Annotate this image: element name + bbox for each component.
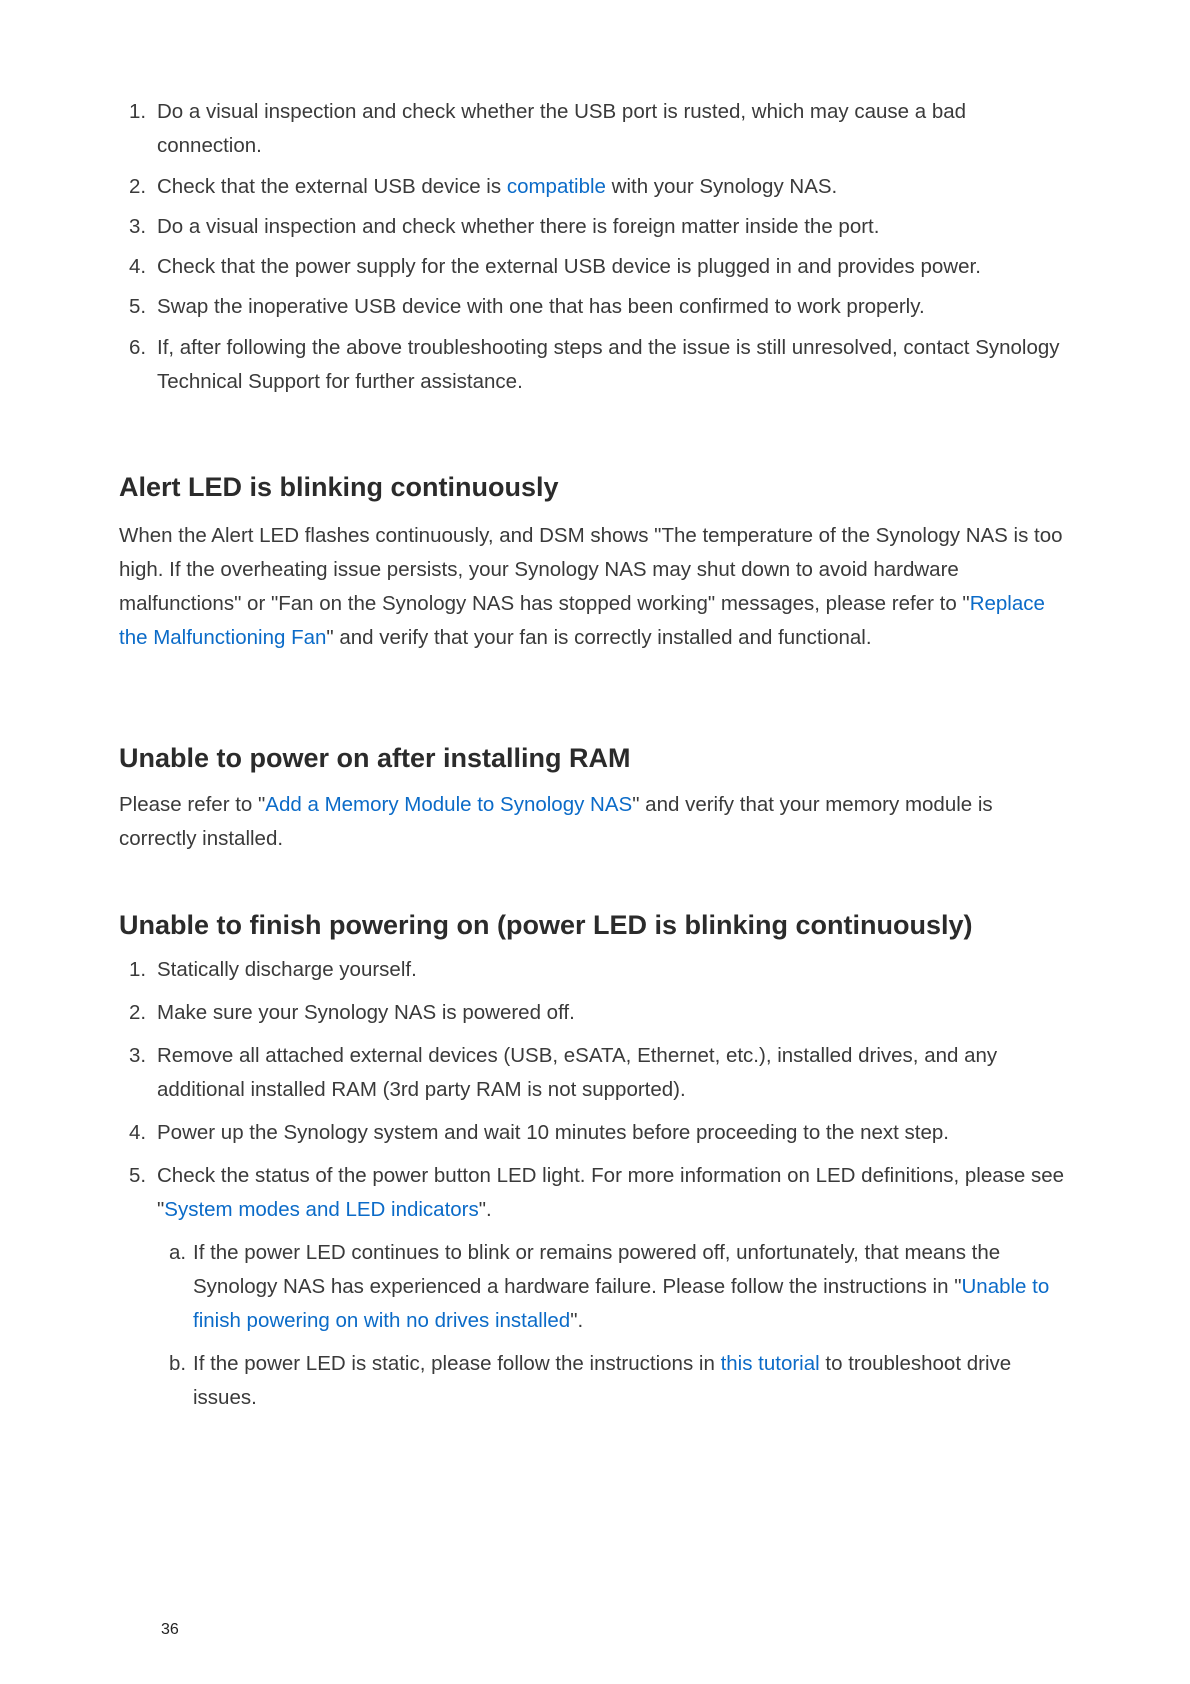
- list-number: 3.: [129, 1044, 147, 1067]
- list-number: 4.: [129, 1121, 147, 1144]
- list-number: 1.: [129, 100, 147, 123]
- page-number: 36: [161, 1621, 179, 1638]
- list-number: 2.: [129, 1001, 147, 1024]
- list-text: If, after following the above troubleshooting steps and the issue is still unresolved, contact Synology Technical Support for further assistance.: [157, 336, 1060, 393]
- list-text: Check that the power supply for the external USB device is plugged in and provides power.: [157, 255, 981, 278]
- list-number: 2.: [129, 175, 147, 198]
- list-number: 3.: [129, 215, 147, 238]
- ram-paragraph: Please refer to "Add a Memory Module to Synology NAS" and verify that your memory module is correctly installed.: [119, 793, 993, 850]
- list-letter: a.: [169, 1241, 187, 1264]
- list-item: [119, 170, 1071, 204]
- list-item: [119, 1159, 1071, 1227]
- usb-troubleshooting-list: [119, 95, 1071, 399]
- list-item: [119, 210, 1071, 244]
- alert-led-paragraph: When the Alert LED flashes continuously, and DSM shows "The temperature of the Synology NAS is too high. If the overheating issue persists, your Synology NAS may shut down to avoid hardware malfunctions" or "Fan on the Synology NAS has stopped working" messages, please refer to "Replace the Malfunctioning Fan" and verify that your fan is correctly installed and functional.: [119, 524, 1063, 649]
- system-modes-link[interactable]: System modes and LED indicators: [164, 1198, 479, 1221]
- list-text: Swap the inoperative USB device with one that has been confirmed to work properly.: [157, 295, 925, 318]
- list-text: If the power LED continues to blink or remains powered off, unfortunately, that means the Synology NAS has experienced a hardware failure. Please follow the instructions in "Unable to finish powering on with no drives installed".: [193, 1241, 1050, 1332]
- list-item: [119, 996, 1071, 1030]
- list-text: Check the status of the power button LED light. For more information on LED definitions, please see "System modes and LED indicators".: [157, 1164, 1065, 1221]
- list-item: [119, 331, 1071, 399]
- finish-powering-heading: Unable to finish powering on (power LED is blinking continuously): [119, 910, 973, 940]
- alert-led-heading: Alert LED is blinking continuously: [119, 472, 559, 502]
- list-text: If the power LED is static, please follow the instructions in this tutorial to troubleshoot drive issues.: [193, 1352, 1012, 1409]
- list-number: 5.: [129, 1164, 147, 1187]
- no-drives-installed-link[interactable]: Unable to finish powering on with no drives installed: [193, 1275, 1050, 1332]
- power-on-steps-list: [119, 953, 1071, 1415]
- list-text: Power up the Synology system and wait 10 minutes before proceeding to the next step.: [157, 1121, 949, 1144]
- list-number: 6.: [129, 336, 147, 359]
- list-number: 1.: [129, 958, 147, 981]
- list-text: Check that the external USB device is compatible with your Synology NAS.: [157, 175, 838, 198]
- list-item: [119, 290, 1071, 324]
- add-memory-module-link[interactable]: Add a Memory Module to Synology NAS: [265, 793, 633, 816]
- list-item: [119, 1039, 1071, 1107]
- this-tutorial-link[interactable]: this tutorial: [720, 1352, 820, 1375]
- list-letter: b.: [169, 1352, 187, 1375]
- replace-fan-link[interactable]: Replace the Malfunctioning Fan: [119, 592, 1045, 649]
- list-item: [119, 953, 1071, 987]
- list-text: Do a visual inspection and check whether the USB port is rusted, which may cause a bad connection.: [157, 100, 967, 157]
- list-text: Statically discharge yourself.: [157, 958, 417, 981]
- list-number: 4.: [129, 255, 147, 278]
- compatible-link[interactable]: compatible: [506, 175, 606, 198]
- list-text: Remove all attached external devices (USB, eSATA, Ethernet, etc.), installed drives, and any additional installed RAM (3rd party RAM is not supported).: [157, 1044, 998, 1101]
- ram-heading: Unable to power on after installing RAM: [119, 743, 631, 773]
- sub-list-item: [119, 1236, 1071, 1338]
- list-text: Make sure your Synology NAS is powered off.: [157, 1001, 575, 1024]
- list-item: [119, 1116, 1071, 1150]
- sub-list-item: [119, 1347, 1071, 1415]
- list-item: [119, 95, 1071, 163]
- list-item: [119, 250, 1071, 284]
- list-text: Do a visual inspection and check whether there is foreign matter inside the port.: [157, 215, 880, 238]
- list-number: 5.: [129, 295, 147, 318]
